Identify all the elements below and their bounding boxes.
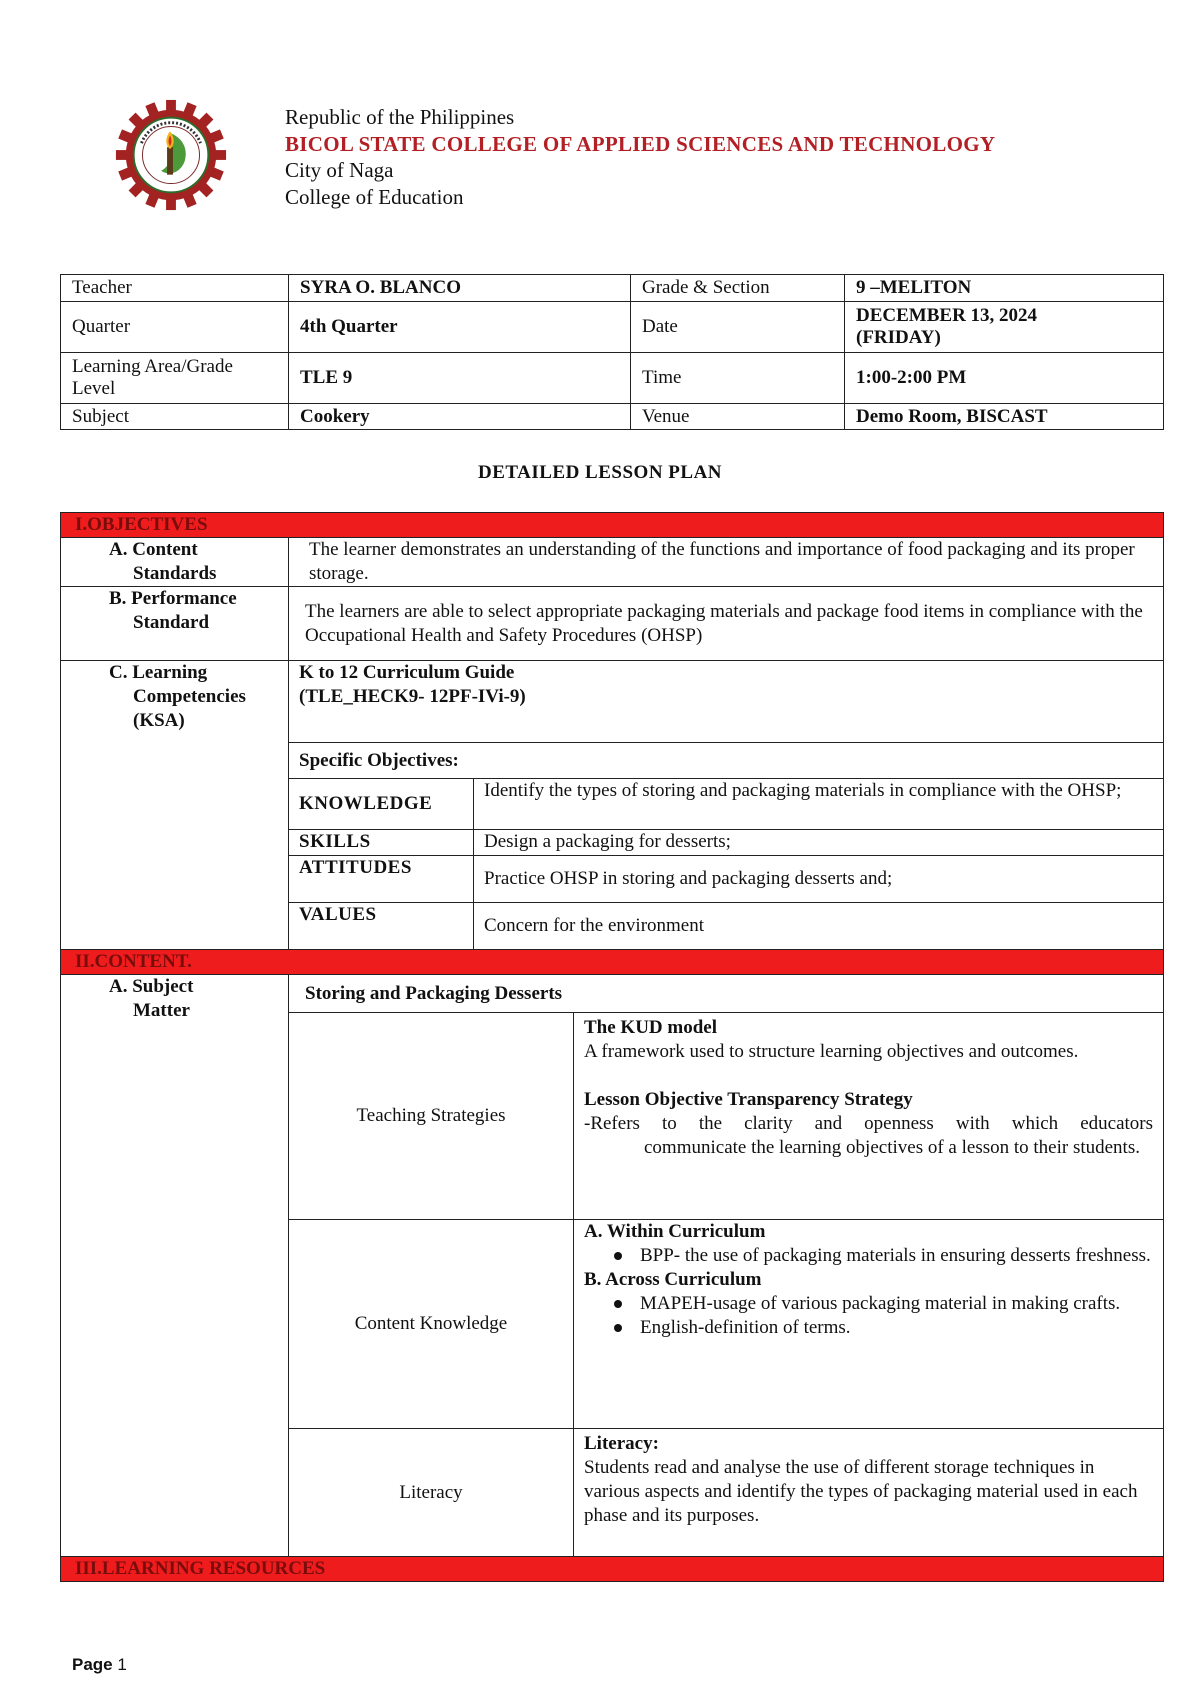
attitudes-label: ATTITUDES	[289, 856, 474, 903]
document-title: DETAILED LESSON PLAN	[477, 462, 723, 483]
content-standards-row	[61, 538, 1164, 587]
learning-area-value: TLE 9	[289, 353, 631, 404]
time-label: Time	[631, 353, 845, 404]
lots-text-first: -Refers to the clarity and openness with which educators	[584, 1113, 1154, 1134]
topic-text: Storing and Packaging Desserts	[289, 975, 1164, 1013]
republic-line: Republic of the Philippines	[285, 105, 515, 129]
teaching-strategies-label: Teaching Strategies	[289, 1013, 574, 1220]
lots-title: Lesson Objective Transparency Strategy	[584, 1089, 913, 1110]
topic-row	[61, 975, 1164, 1013]
label-line: A. Content	[109, 539, 198, 560]
competencies-guide-row	[61, 661, 1164, 743]
content-standards-text: The learner demonstrates an understanding of the functions and importance of food packaging and its proper storage.	[289, 538, 1164, 587]
quarter-label: Quarter	[61, 302, 289, 353]
teaching-strategies-cell	[574, 1013, 1164, 1220]
competencies-label	[61, 661, 289, 950]
label-line: Standards	[133, 563, 217, 584]
kud-text: A framework used to structure learning objectives and outcomes.	[584, 1041, 1079, 1062]
skills-label: SKILLS	[289, 830, 474, 856]
across-curriculum-title: B. Across Curriculum	[584, 1269, 762, 1290]
values-label: VALUES	[289, 903, 474, 950]
subject-matter-label	[61, 975, 289, 1557]
grade-value: 9 –MELITON	[845, 275, 1164, 302]
label-line: Matter	[133, 1000, 190, 1021]
resources-heading: III.LEARNING RESOURCES	[61, 1557, 1164, 1582]
objectives-heading: I.OBJECTIVES	[61, 513, 1164, 538]
date-label: Date	[631, 302, 845, 353]
objectives-section-row	[61, 513, 1164, 538]
resources-section-row	[61, 1557, 1164, 1582]
knowledge-label: KNOWLEDGE	[289, 779, 474, 830]
label-line: Standard	[133, 612, 210, 633]
college-seal-icon	[112, 96, 230, 214]
teacher-label: Teacher	[61, 275, 289, 302]
page-number	[72, 1655, 127, 1675]
college-name: BICOL STATE COLLEGE OF APPLIED SCIENCES AND TECHNOLOGY	[285, 131, 996, 156]
letterhead	[285, 104, 995, 210]
guide-title: K to 12 Curriculum Guide	[299, 662, 515, 683]
literacy-title: Literacy:	[584, 1433, 659, 1454]
guide-code: (TLE_HECK9- 12PF-IVi-9)	[299, 686, 526, 707]
city-line: City of Naga	[285, 158, 394, 182]
performance-standard-text: The learners are able to select appropriate packaging materials and package food items in compliance with the Occupational Health and Safety Procedures (OHSP)	[289, 587, 1164, 661]
specific-objectives-heading: Specific Objectives:	[289, 743, 1164, 779]
label-line: (KSA)	[133, 710, 185, 731]
literacy-label: Literacy	[289, 1429, 574, 1557]
skills-text: Design a packaging for desserts;	[474, 830, 1164, 856]
literacy-cell	[574, 1429, 1164, 1557]
knowledge-text: Identify the types of storing and packaging materials in compliance with the OHSP;	[474, 779, 1164, 830]
content-section-row	[61, 950, 1164, 975]
performance-standard-label	[61, 587, 289, 661]
content-knowledge-label: Content Knowledge	[289, 1220, 574, 1429]
grade-label: Grade & Section	[631, 275, 845, 302]
lots-text-rest: communicate the learning objectives of a lesson to their students.	[644, 1137, 1140, 1158]
date-line: DECEMBER 13, 2024	[856, 305, 1038, 326]
across-curriculum-list	[584, 1292, 1153, 1340]
label-line: B. Performance	[109, 588, 237, 609]
label-line: C. Learning	[109, 662, 208, 683]
time-value: 1:00-2:00 PM	[845, 353, 1164, 404]
page-word: Page	[72, 1655, 113, 1674]
list-item: English-definition of terms.	[640, 1316, 1153, 1340]
quarter-value: 4th Quarter	[289, 302, 631, 353]
page-num: 1	[117, 1655, 127, 1674]
department-line: College of Education	[285, 184, 464, 209]
list-item: BPP- the use of packaging materials in ensuring desserts freshness.	[640, 1244, 1153, 1268]
day-line: (FRIDAY)	[856, 327, 941, 348]
content-knowledge-cell	[574, 1220, 1164, 1429]
lesson-plan-table	[60, 512, 1164, 1582]
teacher-value: SYRA O. BLANCO	[289, 275, 631, 302]
list-item: MAPEH-usage of various packaging material in making crafts.	[640, 1292, 1153, 1316]
subject-label: Subject	[61, 404, 289, 430]
within-curriculum-list	[584, 1244, 1153, 1268]
date-value	[845, 302, 1164, 353]
venue-label: Venue	[631, 404, 845, 430]
curriculum-guide-cell	[289, 661, 1164, 743]
venue-value: Demo Room, BISCAST	[845, 404, 1164, 430]
lesson-info-table	[60, 274, 1164, 430]
within-curriculum-title: A. Within Curriculum	[584, 1221, 766, 1242]
subject-value: Cookery	[289, 404, 631, 430]
performance-standard-row	[61, 587, 1164, 661]
attitudes-text: Practice OHSP in storing and packaging desserts and;	[474, 856, 1164, 903]
kud-title: The KUD model	[584, 1017, 717, 1038]
label-line: A. Subject	[109, 976, 194, 997]
values-text: Concern for the environment	[474, 903, 1164, 950]
content-standards-label	[61, 538, 289, 587]
label-line: Competencies	[133, 686, 246, 707]
literacy-text: Students read and analyse the use of different storage techniques in various aspects and identify the types of packaging material used in each phase and its purposes.	[584, 1457, 1138, 1526]
learning-area-label: Learning Area/Grade Level	[61, 353, 289, 404]
content-heading: II.CONTENT.	[61, 950, 1164, 975]
